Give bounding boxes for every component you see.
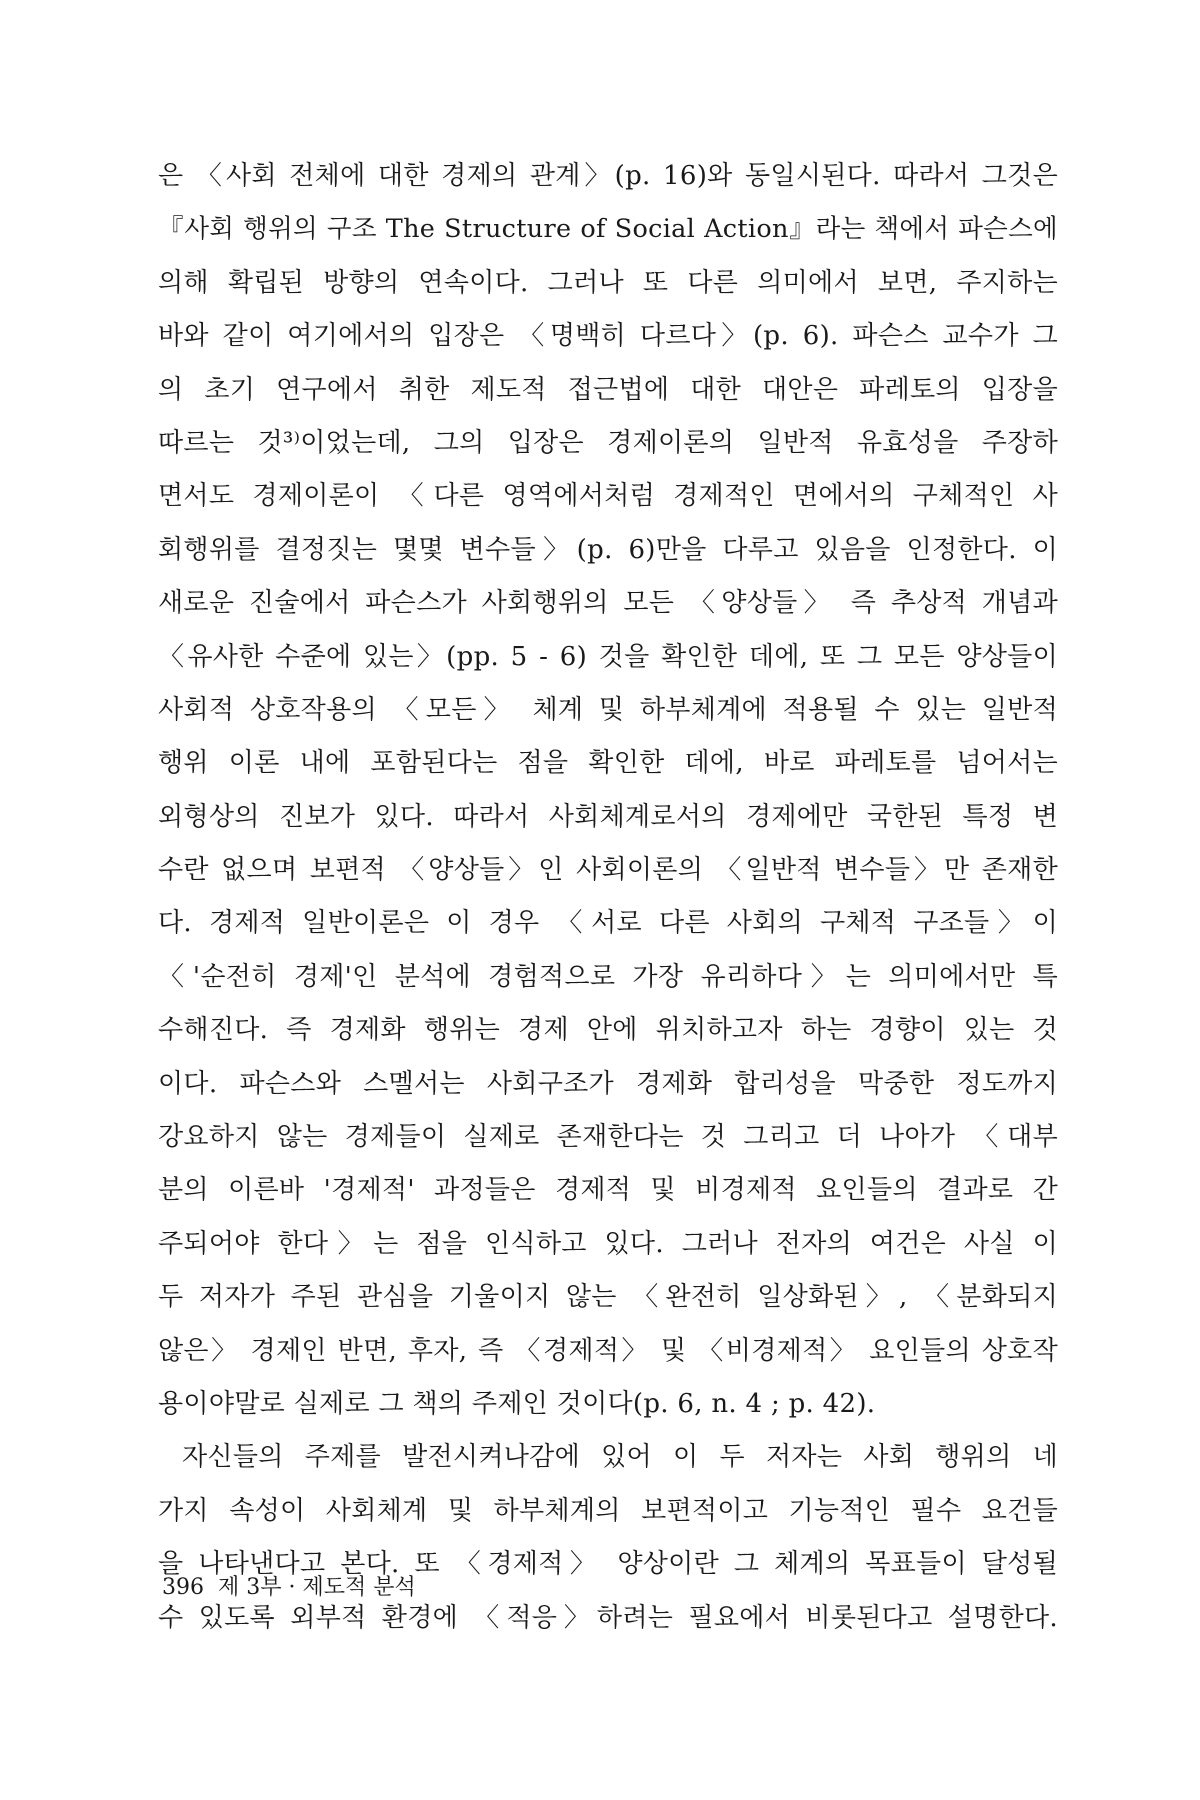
text-line: 수 있도록 외부적 환경에 〈적응〉하려는 필요에서 비롯된다고 설명한다.: [158, 1602, 1058, 1633]
text-line: 의 초기 연구에서 취한 제도적 접근법에 대한 대안은 파레토의 입장을: [158, 374, 1058, 405]
text-line: 사회적 상호작용의 〈모든〉 체계 및 하부체계에 적용될 수 있는 일반적: [158, 694, 1058, 725]
text-line: 주되어야 한다〉는 점을 인식하고 있다. 그러나 전자의 여건은 사실 이: [158, 1228, 1058, 1259]
text-line: 두 저자가 주된 관심을 기울이지 않는 〈완전히 일상화된〉, 〈분화되지: [158, 1282, 1058, 1313]
text-line: 수해진다. 즉 경제화 행위는 경제 안에 위치하고자 하는 경향이 있는 것: [158, 1015, 1058, 1046]
text-line: 〈'순전히 경제'인 분석에 경험적으로 가장 유리하다〉는 의미에서만 특: [158, 961, 1058, 992]
document-body: [158, 150, 1058, 1645]
text-line: 새로운 진술에서 파슨스가 사회행위의 모든 〈양상들〉 즉 추상적 개념과: [158, 588, 1058, 619]
text-line: 수란 없으며 보편적 〈양상들〉인 사회이론의 〈일반적 변수들〉만 존재한: [158, 855, 1058, 886]
text-line: 회행위를 결정짓는 몇몇 변수들〉(p. 6)만을 다루고 있음을 인정한다. 이: [158, 534, 1058, 565]
text-line: 자신들의 주제를 발전시켜나감에 있어 이 두 저자는 사회 행위의 네: [182, 1442, 1058, 1473]
text-line: 다. 경제적 일반이론은 이 경우 〈서로 다른 사회의 구체적 구조들〉이: [158, 908, 1058, 939]
text-line: 〈유사한 수준에 있는〉(pp. 5 - 6) 것을 확인한 데에, 또 그 모든 양상들이: [158, 641, 1058, 672]
text-line: 『사회 행위의 구조 The Structure of Social Action』라는 책에서 파슨스에: [158, 214, 1058, 245]
text-line: 행위 이론 내에 포함된다는 점을 확인한 데에, 바로 파레토를 넘어서는: [158, 748, 1058, 779]
text-line: 분의 이른바 '경제적' 과정들은 경제적 및 비경제적 요인들의 결과로 간: [158, 1175, 1058, 1206]
text-line: 따르는 것³⁾이었는데, 그의 입장은 경제이론의 일반적 유효성을 주장하: [158, 427, 1058, 458]
text-line: 은 〈사회 전체에 대한 경제의 관계〉(p. 16)와 동일시된다. 따라서 그것은: [158, 161, 1058, 191]
text-line: 강요하지 않는 경제들이 실제로 존재한다는 것 그리고 더 나아가 〈대부: [158, 1122, 1058, 1153]
text-line: 외형상의 진보가 있다. 따라서 사회체계로서의 경제에만 국한된 특정 변: [158, 801, 1058, 832]
running-section-title: 제 3부 · 제도적 분석: [218, 1575, 416, 1600]
text-line: 바와 같이 여기에서의 입장은 〈명백히 다르다〉(p. 6). 파슨스 교수가 그: [158, 321, 1058, 352]
text-line: 않은〉 경제인 반면, 후자, 즉 〈경제적〉 및 〈비경제적〉 요인들의 상호작: [158, 1335, 1058, 1366]
page-number: 396: [162, 1575, 204, 1600]
page-footer: [162, 1573, 416, 1603]
text-line: 면서도 경제이론이 〈다른 영역에서처럼 경제적인 면에서의 구체적인 사: [158, 481, 1058, 512]
text-line: 을 나타낸다고 본다. 또 〈경제적〉 양상이란 그 체계의 목표들이 달성될: [158, 1549, 1058, 1580]
text-line: 이다. 파슨스와 스멜서는 사회구조가 경제화 합리성을 막중한 정도까지: [158, 1068, 1058, 1099]
text-line: 의해 확립된 방향의 연속이다. 그러나 또 다른 의미에서 보면, 주지하는: [158, 267, 1058, 298]
text-line: 가지 속성이 사회체계 및 하부체계의 보편적이고 기능적인 필수 요건들: [158, 1495, 1058, 1526]
text-line: 용이야말로 실제로 그 책의 주제인 것이다(p. 6, n. 4 ; p. 42).: [158, 1388, 876, 1419]
